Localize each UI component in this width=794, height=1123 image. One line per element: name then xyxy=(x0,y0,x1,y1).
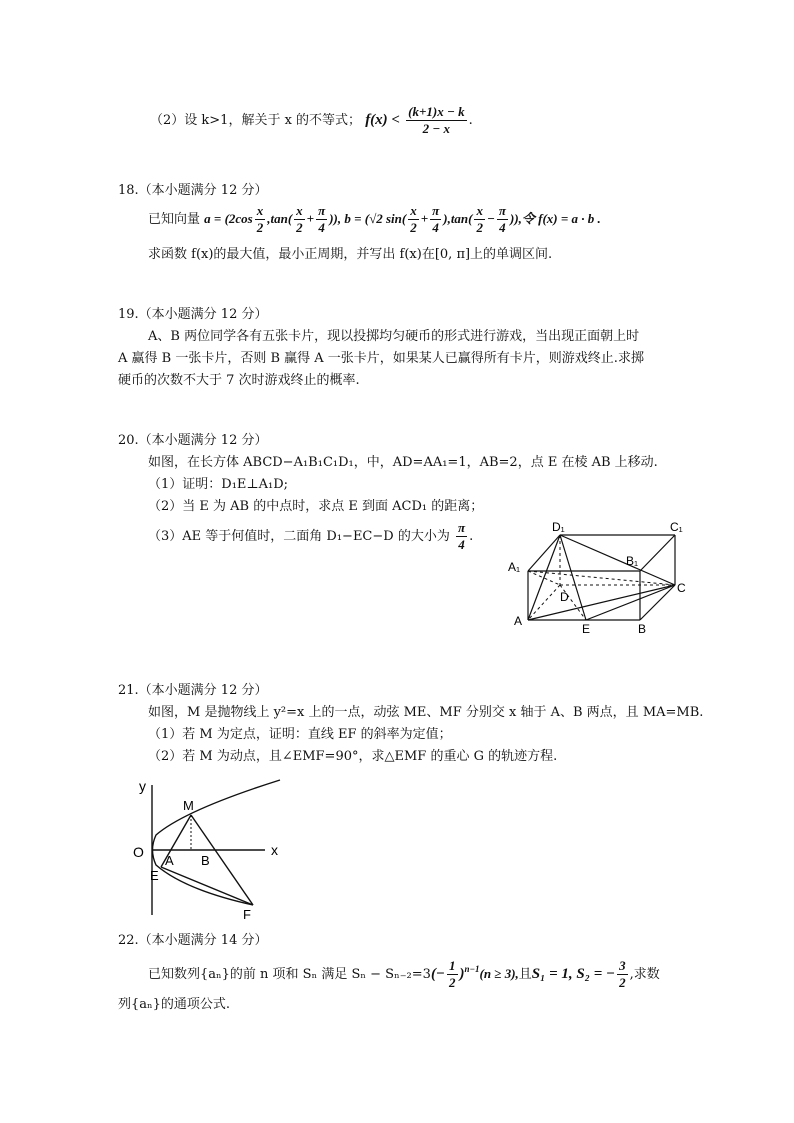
label-C: C xyxy=(677,581,686,595)
label-B-parabola: B xyxy=(201,853,210,868)
q22-line1-text: 已知数列{aₙ}的前 n 项和 Sₙ 满足 Sₙ − Sₙ₋₂=3 xyxy=(148,967,431,982)
q18-end: )),令 f(x) = a · b . xyxy=(509,211,601,226)
q17-lhs: f(x) < xyxy=(365,112,400,128)
q20-frac: $\frac{\pi}{4}$ xyxy=(457,520,466,552)
q19-header: 19.（本小题满分 12 分） xyxy=(118,307,268,322)
q21-header: 21.（本小题满分 12 分） xyxy=(118,683,268,698)
q18-frac-2: $\frac{x}{2}$ xyxy=(296,203,303,235)
q18-vec-a: a = (2cos xyxy=(204,211,253,226)
label-E: E xyxy=(582,622,591,636)
label-B1: B₁ xyxy=(626,554,639,568)
q17-frac-num: (k+1)x − k xyxy=(408,104,465,119)
label-B: B xyxy=(638,622,647,636)
label-A: A xyxy=(514,614,523,628)
label-O: O xyxy=(133,844,144,860)
label-y: y xyxy=(139,778,146,794)
q22-frac-2: $\frac{3}{2}$ xyxy=(619,958,626,990)
q18-frac-7: $\frac{\pi}{4}$ xyxy=(498,203,506,235)
q18-line2: 求函数 f(x)的最大值，最小正周期，并写出 f(x)在[0, π]上的单调区间. xyxy=(148,247,553,262)
cuboid-figure xyxy=(500,515,700,640)
q18-mid1: ,tan( xyxy=(267,211,293,226)
q21-line3: （2）若 M 为动点，且∠EMF=90°，求△EMF 的重心 G 的轨迹方程. xyxy=(148,749,558,764)
q22-frac-1: $\frac{1}{2}$ xyxy=(449,958,456,990)
q22-s-values: S₁ = 1, S₂ = − xyxy=(531,966,616,982)
q22-condition: (n ≥ 3), xyxy=(479,966,519,981)
q22-header: 22.（本小题满分 14 分） xyxy=(118,933,268,948)
label-F: F xyxy=(243,907,251,920)
q20-line4-text: （3）AE 等于何值时，二面角 D₁−EC−D 的大小为 xyxy=(148,529,450,544)
q18-prefix: 已知向量 xyxy=(148,212,201,227)
label-C1: C₁ xyxy=(670,520,683,534)
q21-line1: 如图，M 是抛物线上 y²=x 上的一点，动弦 ME、MF 分别交 x 轴于 A、B 两点，且 MA=MB. xyxy=(148,705,704,720)
q22-exponent: n−1 xyxy=(464,964,480,974)
q18-frac-4: $\frac{x}{2}$ xyxy=(410,203,417,235)
label-E-parabola: E xyxy=(150,868,159,883)
q17-part2-text: （2）设 k>1，解关于 x 的不等式； xyxy=(150,113,362,128)
q21-line2: （1）若 M 为定点，证明：直线 EF 的斜率为定值； xyxy=(148,727,452,742)
q18-frac-3: $\frac{\pi}{4}$ xyxy=(318,203,326,235)
label-A-parabola: A xyxy=(165,853,174,868)
label-A1: A₁ xyxy=(508,560,521,574)
label-x: x xyxy=(271,842,278,858)
q20-line3: （2）当 E 为 AB 的中点时，求点 E 到面 ACD₁ 的距离； xyxy=(148,499,484,514)
q17-fraction xyxy=(406,104,466,137)
label-D1: D₁ xyxy=(552,520,565,534)
parabola-figure xyxy=(125,775,300,920)
q20-line1: 如图，在长方体 ABCD−A₁B₁C₁D₁，中，AD=AA₁=1，AB=2，点 E 在棱 AB 上移动. xyxy=(148,455,658,470)
q19-line3: 硬币的次数不大于 7 次时游戏终止的概率. xyxy=(118,373,360,388)
q18-vec-b: )), b = (√2 sin( xyxy=(329,211,407,226)
q17-part2 xyxy=(150,104,473,137)
q18-header: 18.（本小题满分 12 分） xyxy=(118,183,268,198)
q18-frac-1: $\frac{x}{2}$ xyxy=(256,203,264,235)
q19-line1: A、B 两位同学各有五张卡片，现以投掷均匀硬币的形式进行游戏，当出现正面朝上时 xyxy=(148,329,640,344)
label-M: M xyxy=(183,798,194,813)
label-D: D xyxy=(560,590,569,604)
q20-line2: （1）证明：D₁E⊥A₁D; xyxy=(148,477,289,492)
q17-tail: . xyxy=(468,113,473,128)
q22-line2: 列{aₙ}的通项公式. xyxy=(118,997,231,1012)
q20-header: 20.（本小题满分 12 分） xyxy=(118,433,268,448)
q22-line1: 已知数列{aₙ}的前 n 项和 Sₙ 满足 Sₙ − Sₙ₋₂=3(− $\frac{1}{2}$ )$^{n-1}$(n ≥ 3),且S₁ = 1, S₂ = − $\frac{3}{2}$ ,求数 xyxy=(148,958,660,990)
q18-line1: 已知向量 a = (2cos $\frac{x}{2}$ ,tan( $\frac{x}{2}$ + $\frac{\pi}{4}$ )), b = (√2 sin( $\frac{x}{2}$ + $\frac{\pi}{4}$ ),tan( $\frac{x}{2}$ − $\frac{\pi}{4}$ )),令 f(x) = a · b . xyxy=(148,203,601,235)
q19-line2: A 赢得 B 一张卡片，否则 B 赢得 A 一张卡片，如果某人已赢得所有卡片，则游戏终止.求掷 xyxy=(118,351,644,366)
q17-frac-den: 2 − x xyxy=(422,121,451,136)
q18-frac-5: $\frac{\pi}{4}$ xyxy=(432,203,440,235)
q18-frac-6: $\frac{x}{2}$ xyxy=(476,203,483,235)
q20-line4: （3）AE 等于何值时，二面角 D₁−EC−D 的大小为 $\frac{\pi}{4}$ . xyxy=(148,520,474,552)
